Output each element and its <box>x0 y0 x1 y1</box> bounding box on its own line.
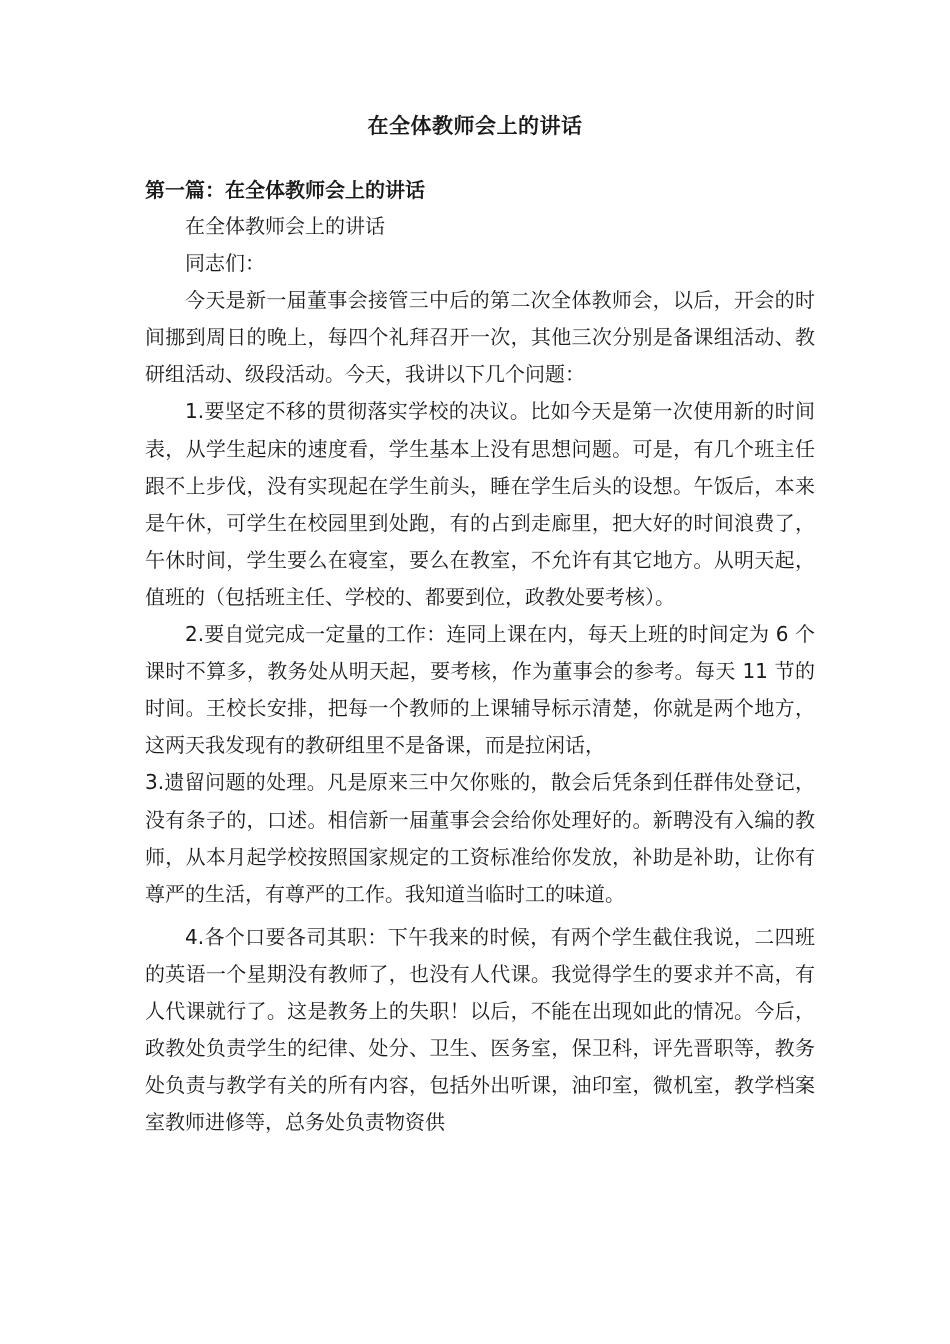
salutation-line: 同志们： <box>185 251 265 276</box>
subtitle-line: 在全体教师会上的讲话 <box>185 214 385 238</box>
paragraph-point-1: 1.要坚定不移的贯彻落实学校的决议。比如今天是第一次使用新的时间表，从学生起床的速度看，学生基本上没有思想问题。可是，有几个班主任跟不上步伐，没有实现起在学生前头，睡在学生后头的设想。午饭后，本来是午休，可学生在校园里到处跑，有的占到走廊里，把大好的时间浪费了，午休时间，学生要么在寝室，要么在教室，不允许有其它地方。从明天起，值班的（包括班主任、学校的、都要到位，政教处要考核）。 <box>145 399 815 609</box>
document-body <box>145 208 815 1141</box>
paragraph-intro: 今天是新一届董事会接管三中后的第二次全体教师会，以后，开会的时间挪到周日的晚上，每四个礼拜召开一次，其他三次分别是备课组活动、教研组活动、级段活动。今天，我讲以下几个问题： <box>145 288 815 387</box>
section-heading: 第一篇：在全体教师会上的讲话 <box>145 178 425 202</box>
paragraph-point-4: 4.各个口要各司其职：下午我来的时候，有两个学生截住我说，二四班的英语一个星期没有教师了，也没有人代课。我觉得学生的要求并不高，有人代课就行了。这是教务上的失职！以后，不能在出现如此的情况。今后，政教处负责学生的纪律、处分、卫生、医务室，保卫科，评先晋职等，教务处负责与教学有关的所有内容，包括外出听课，油印室，微机室，教学档案室教师进修等，总务处负责物资供 <box>145 924 815 1135</box>
paragraph-point-3: 3.遗留问题的处理。凡是原来三中欠你账的，散会后凭条到任群伟处登记，没有条子的，口述。相信新一届董事会会给你处理好的。新聘没有入编的教师，从本月起学校按照国家规定的工资标准给你发放，补助是补助，让你有尊严的生活，有尊严的工作。我知道当临时工的味道。 <box>145 770 815 906</box>
document-title: 在全体教师会上的讲话 <box>367 114 583 138</box>
paragraph-point-2: 2.要自觉完成一定量的工作：连同上课在内，每天上班的时间定为 6 个课时不算多，教务处从明天起，要考核，作为董事会的参考。每天 11 节的时间。王校长安排，把每一个教师的上课辅导标示清楚，你就是两个地方，这两天我发现有的教研组里不是备课，而是拉闲话， <box>145 622 815 758</box>
